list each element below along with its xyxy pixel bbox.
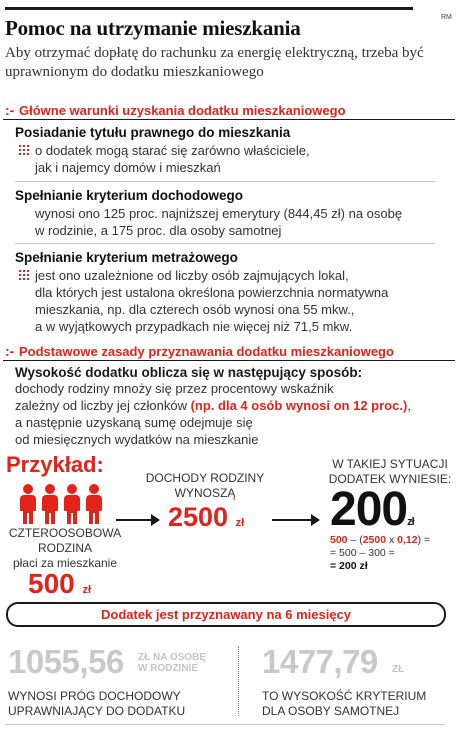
condition-line: jest ono uzależnione od liczby osób zajmujących lokal, — [35, 268, 349, 283]
income-amount — [168, 502, 244, 533]
condition-line: w rodzinie, a 175 proc. dla osoby samotnej — [35, 223, 282, 238]
result-amount — [330, 482, 414, 537]
person-icon — [62, 484, 82, 524]
section-marker: :- — [5, 102, 15, 118]
arrow-right-icon — [116, 519, 158, 521]
person-icon — [18, 484, 38, 524]
result-amount-value: 200 — [330, 483, 408, 536]
stat-unit — [138, 652, 206, 674]
calc-line: = 500 – 300 = — [330, 547, 395, 559]
rule-line — [15, 397, 455, 414]
rent-amount — [28, 568, 91, 600]
condition-line: mieszkania, np. dla czterech osób wynosi ona 55 mkw., — [35, 302, 355, 317]
calc-value: 2500 — [362, 534, 387, 546]
stat-description-line: UPRAWNIAJĄCY DO DODATKU — [8, 704, 186, 718]
rule-line-text: , — [407, 398, 411, 413]
stat-value: 1055,56 — [8, 643, 124, 680]
currency-label: zł — [82, 584, 92, 596]
bottom-rule — [5, 724, 445, 725]
divider — [15, 243, 435, 244]
rent-amount-value: 500 — [28, 568, 75, 599]
income-label-line: WYNOSZĄ — [174, 486, 236, 500]
income-label-line: DOCHODY RODZINY — [145, 471, 265, 485]
stat-unit — [392, 664, 404, 675]
stat-description — [8, 689, 185, 719]
condition-title: Spełnianie kryterium dochodowego — [15, 188, 244, 203]
stat-description-line: WYNOSI PRÓG DOCHODOWY — [8, 689, 181, 703]
section-heading-text: Podstawowe zasady przyznawania dodatku mieszkaniowego — [19, 344, 394, 359]
calculation — [330, 534, 430, 573]
grid-icon — [19, 145, 30, 156]
stat-unit-line: W RODZINIE — [138, 663, 198, 674]
family-label-line: CZTEROOSOBOWA — [8, 526, 122, 540]
section-heading-text: Główne warunki uzyskania dodatku mieszkaniowego — [19, 103, 346, 118]
condition-line: o dodatek mogą starać się zarówno właściciele, — [35, 143, 310, 158]
currency-label: zł — [407, 516, 414, 528]
top-rule — [5, 7, 413, 10]
calc-value: 0,12 — [397, 534, 418, 546]
stat-unit-line: ZŁ — [392, 664, 405, 675]
page-title: Pomoc na utrzymanie mieszkania — [5, 16, 301, 40]
person-icon — [40, 484, 60, 524]
grid-icon — [19, 270, 30, 281]
calc-op: x — [386, 534, 398, 546]
rule-line: dochody rodziny mnoży się przez procentowy wskaźnik — [15, 381, 334, 396]
stat-description-line: TO WYSOKOŚĆ KRYTERIUM — [262, 689, 427, 703]
stat-description — [262, 689, 426, 719]
arrow-right-icon — [272, 519, 318, 521]
rule-highlight: (np. dla 4 osób wynosi on 12 proc.) — [190, 398, 408, 413]
person-icon — [84, 484, 104, 524]
calc-line — [330, 534, 430, 547]
calc-op: – ( — [347, 534, 363, 546]
stat-description-line: DLA OSOBY SAMOTNEJ — [262, 704, 400, 718]
rule-line: od miesięcznych wydatków na mieszkanie — [15, 432, 259, 447]
vertical-separator — [238, 646, 239, 716]
income-label — [140, 471, 270, 501]
section-heading-rules — [3, 343, 455, 361]
section-marker: :- — [5, 343, 15, 359]
stat-value: 1477,79 — [262, 643, 378, 680]
currency-label: zł — [235, 517, 245, 529]
stat-unit-line: ZŁ NA OSOBĘ — [138, 652, 206, 663]
calc-value: 500 — [330, 534, 348, 546]
family-label-line: płaci za mieszkanie — [12, 556, 118, 570]
rule-line: a następnie uzyskaną sumę odejmuje się — [15, 415, 253, 430]
family-label — [0, 526, 130, 571]
result-label-line: DODATEK WYNIESIE: — [328, 472, 452, 486]
condition-line: jak i najemcy domów i mieszkań — [35, 160, 221, 175]
condition-line: dla których jest ustalona określona powierzchnia normatywna — [35, 285, 389, 300]
result-label-line: W TAKIEJ SYTUACJI — [332, 457, 448, 471]
condition-title: Posiadanie tytułu prawnego do mieszkania — [15, 125, 291, 140]
rule-title: Wysokość dodatku oblicza się w następujący sposób: — [15, 365, 363, 380]
calc-op: ) = — [417, 534, 431, 546]
condition-line: wynosi ono 125 proc. najniższej emerytury (844,45 zł) na osobę — [35, 206, 403, 221]
family-icon — [18, 484, 108, 524]
family-label-line: RODZINA — [38, 541, 92, 555]
condition-title: Spełnianie kryterium metrażowego — [15, 250, 238, 265]
calc-line: = 200 zł — [330, 560, 368, 572]
duration-banner: Dodatek jest przyznawany na 6 miesięcy — [6, 602, 446, 627]
divider — [15, 181, 435, 182]
condition-text — [35, 142, 310, 176]
rule-line-text: zależny od liczby jej członków — [15, 398, 191, 413]
condition-text — [35, 267, 388, 335]
example-label: Przykład: — [6, 452, 104, 477]
page-subtitle: Aby otrzymać dopłatę do rachunku za energię elektryczną, trzeba być uprawnionym do dodatku mieszkaniowego — [5, 45, 424, 80]
rule-text — [15, 380, 455, 448]
condition-text — [35, 205, 402, 239]
income-amount-value: 2500 — [168, 502, 229, 532]
section-heading-conditions — [3, 102, 455, 120]
credit: RM — [441, 14, 452, 21]
condition-line: a w wyjątkowych przypadkach nie więcej niż 71,5 mkw. — [35, 319, 353, 334]
